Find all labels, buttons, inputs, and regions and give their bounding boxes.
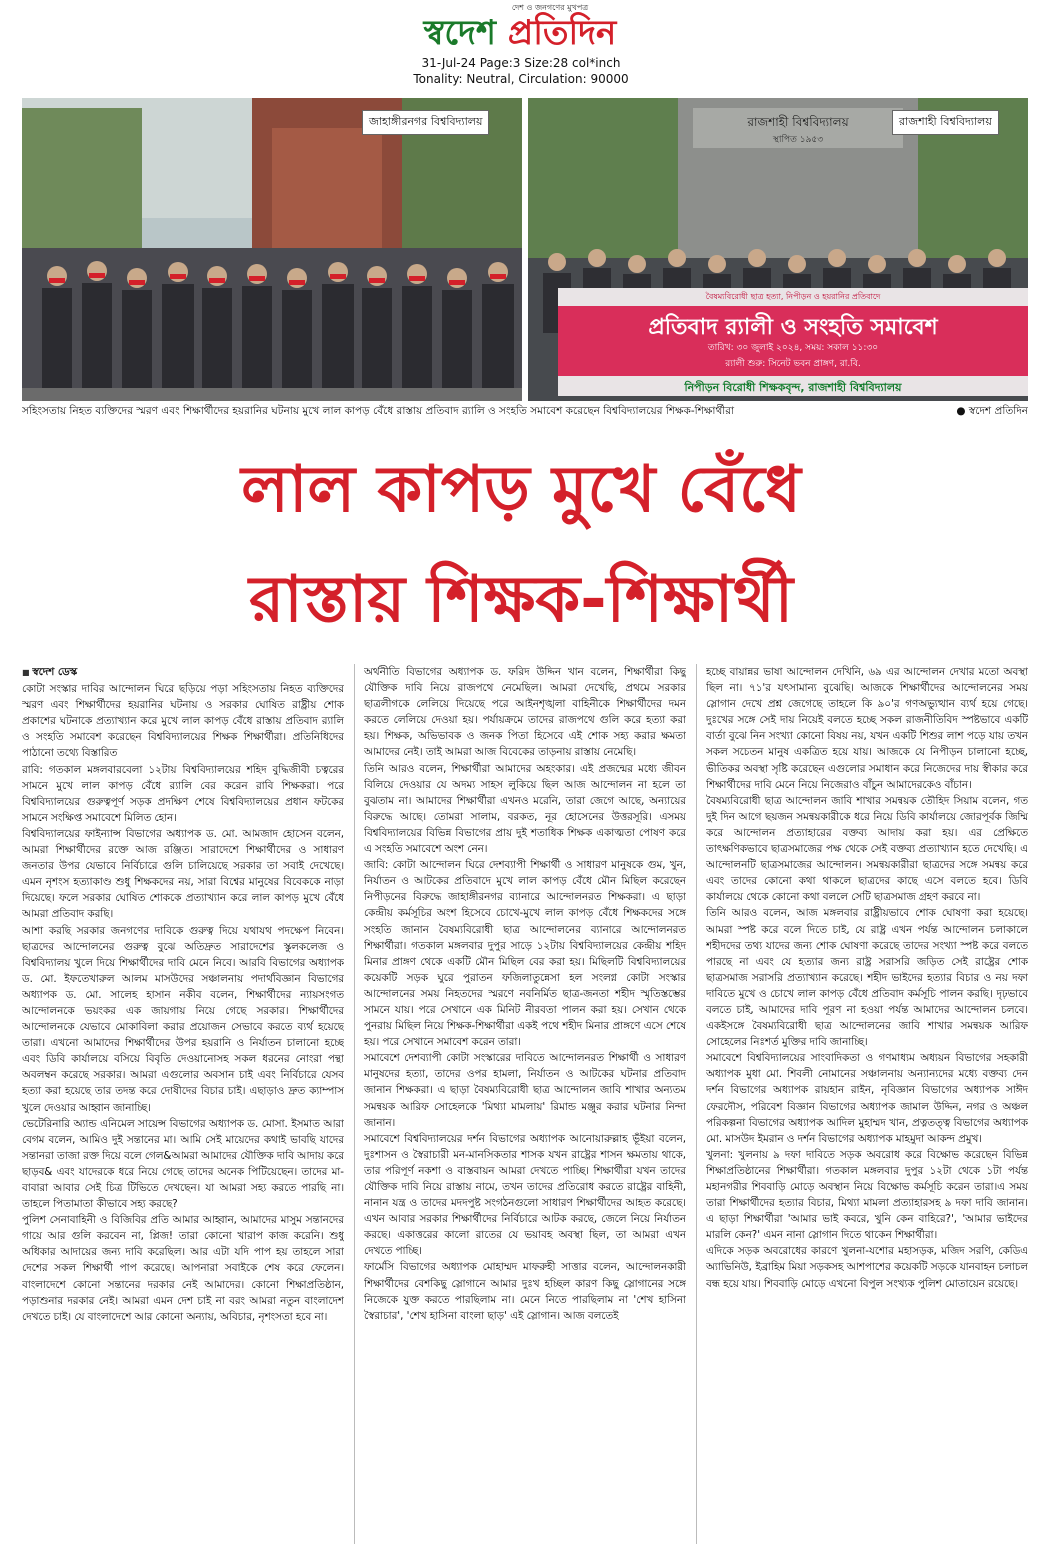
article-paragraph: তিনি আরও বলেন, আজ মঙ্গলবার রাষ্ট্রীয়ভাবে শোক ঘোষণা করা হয়েছে। আমরা স্পষ্ট করে বলে দিতে চাই, যে রাষ্ট্র এখন পর্যন্ত আন্দোলন চলাকালে শহীদদের তথ্য যাদের জন্য শোক ঘোষণা করেছে তাদের সংখ্যা স্পষ্ট করে বলতে পারছে না এবং যে হত্যার জন্য রাষ্ট্র সরাসরি জড়িত সেই রাষ্ট্রের শোক ছাত্রসমাজ সরাসরি প্রত্যাখ্যান করেছে। শহীদ ভাইদের হত্যার বিচার ও নয় দফা দাবিতে মুখে ও চোখে লাল কাপড় বেঁধে প্রতিবাদ কর্মসূচি পালন করছি। দৃঢ়ভাবে বলতে চাই, আমাদের দাবি পূরণ না হওয়া পর্যন্ত আমাদের আন্দোলন চলবে। একইসঙ্গে বৈষম্যবিরোধী ছাত্র আন্দোলনের জাবি শাখার সমন্বয়ক আরিফ সোহেলের নিঃশর্ত মুক্তির দাবি জানাচ্ছি।	[706, 907, 1028, 1049]
article-paragraph: বিশ্ববিদ্যালয়ের ফাইন্যান্স বিভাগের অধ্যাপক ড. মো. আমজাদ হোসেন বলেন, আমরা শিক্ষার্থীদের রক্তে আজ রঞ্জিত। সারাদেশে শিক্ষার্থীদের ও সাধারণ জনতার উপর যেভাবে নির্বিচারে গুলি চালিয়েছে সরকার তা সবাই দেখেছে। এমন নৃশংস হত্যাকাণ্ড শুধু শিক্ষকদের নয়, সারা বিশ্বের মানুষের বিবেককে নাড়া দিয়েছে। ফলে সরকার ঘোষিত শোককে প্রত্যাখ্যান করে লাল কাপড় মুখে বেঁধে আমরা প্রতিবাদ করছি।	[22, 827, 344, 921]
article-paragraph: পুলিশ সেনাবাহিনী ও বিজিবির প্রতি আমার আহ্বান, আমাদের মাসুম সন্তানদের গায়ে আর গুলি করবেন না, প্লিজ! তারা কোনো খারাপ কাজ করেনি। শুধু অধিকার আদায়ের জন্য দাবি করেছিল। আর এটা যদি পাপ হয় তাহলে সারা দেশের সকল শিক্ষার্থী পাপ করেছে। আপনারা সবাইকে শেষ করে ফেলেন। বাংলাদেশে কোনো সন্তানের দরকার নেই আমাদের। কোনো শিক্ষাপ্রতিষ্ঠান, পড়াশুনার দরকার নেই। আমরা এমন দেশ চাই না বরং আমরা নতুন বাংলাদেশ দেখতে চাই। যে বাংলাদেশে আর কোনো অন্যায়, অবিচার, নৃশংসতা হবে না।	[22, 1214, 344, 1323]
clip-meta-line-2: Tonality: Neutral, Circulation: 90000	[413, 72, 629, 86]
banner-footer: নিপীড়ন বিরোধী শিক্ষকবৃন্দ, রাজশাহী বিশ্ববিদ্যালয়	[684, 381, 902, 394]
logo-part-1: স্বদেশ	[423, 13, 496, 53]
article-column-1	[22, 664, 344, 1544]
byline: ■ স্বদেশ ডেস্ক	[22, 664, 344, 681]
article-paragraph: কোটা সংস্কার দাবির আন্দোলন ঘিরে ছড়িয়ে পড়া সহিংসতায় নিহত ব্যক্তিদের স্মরণ এবং শিক্ষার্থীদের হয়রানির ঘটনায় ও সরকার ঘোষিত রাষ্ট্রীয় শোক প্রকাশের ঘটনাকে প্রত্যাখ্যান করে মুখে লাল কাপড় বেঁধে রাস্তায় প্রতিবাদ র‍্যালি ও সংহতি সমাবেশ করেছেন বিশ্ববিদ্যালয়ের শিক্ষক শিক্ষার্থীরা। প্রতিনিধিদের পাঠানো তথ্যে বিস্তারিত	[22, 683, 344, 760]
column-divider	[354, 664, 355, 1544]
photo-rajshahi	[528, 98, 1028, 401]
article-paragraph: সমাবেশে বিশ্ববিদ্যালয়ের দর্শন বিভাগের অধ্যাপক আনোয়ারুল্লাহ ভূঁইয়া বলেন, দুঃশাসন ও স্বৈরাচারী মন-মানসিকতার শাসক যখন রাষ্ট্রের শাসন ক্ষমতায় থাকে, তার পরিপূর্ণ নকশা ও বাস্তবায়ন আমরা দেখতে পাচ্ছি। শিক্ষার্থীরা যখন তাদের যৌক্তিক দাবি নিয়ে রাস্তায় নামে, তখন তাদের প্রতিরোধ করতে রাষ্ট্রের বাহিনী, নানান যন্ত্র ও তাদের মদদপুষ্ট সংগঠনগুলো সাধারণ শিক্ষার্থীদের আহত করেছে। এখন আবার সরকার শিক্ষার্থীদের নির্বিচারে আটক করছে, জেলে নিয়ে নির্যাতন করছে। একাত্তরের কালো রাতের যে ভয়াবহ অবস্থা ছিল, তা আমরা এখন দেখতে পাচ্ছি।	[364, 1132, 686, 1258]
article-paragraph: রাবি: গতকাল মঙ্গলবারবেলা ১২টায় বিশ্ববিদ্যালয়ের শহিদ বুদ্ধিজীবী চত্বরের সামনে মুখে লাল কাপড় বেঁধে র‍্যালি বের করেন রাবি শিক্ষকরা। পরে বিশ্ববিদ্যালয়ের গুরুত্বপূর্ণ সড়ক প্রদক্ষিণ শেষে বিশ্ববিদ্যালয়ের প্রধান ফটকের সামনে সংক্ষিপ্ত সমাবেশে মিলিত হোন।	[22, 763, 344, 824]
headline-line-2: রাস্তায় শিক্ষক-শিক্ষার্থী	[248, 563, 794, 637]
banner-date: তারিখ: ৩০ জুলাই ২০২৪, সময়: সকাল ১১:৩০	[707, 343, 879, 353]
article-paragraph: ফার্মেসি বিভাগের অধ্যাপক মোহাম্মদ মাফরুহী সাত্তার বলেন, আন্দোলনকারী শিক্ষার্থীদের বেশকিছু স্লোগানে আমার দুঃখ হচ্ছিল কারণ কিছু স্লোগানের সঙ্গে নিজেকে যুক্ত করতে পারছিলাম না। মেনে নিতে পারছিলাম না 'শেখ হাসিনা স্বৈরাচার', 'শেখ হাসিনা বাংলা ছাড়' এই স্লোগান। আজ বলতেই	[364, 1261, 686, 1322]
article-paragraph: এদিকে সড়ক অবরোধের কারণে খুলনা-যশোর মহাসড়ক, মজিদ সরণি, কেডিএ অ্যাভিনিউ, ইব্রাহিম মিয়া সড়কসহ আশপাশের কয়েকটি সড়কে যানবাহন চলাচল বন্ধ হয়ে যায়। শিববাড়ি মোড়ে এখনো বিপুল সংখ্যক পুলিশ মোতায়েন রয়েছে।	[706, 1245, 1028, 1290]
article-paragraph: তিনি আরও বলেন, শিক্ষার্থীরা আমাদের অহংকার। এই প্রজন্মের মধ্যে জীবন বিলিয়ে দেওয়ার যে অদম্য সাহস লুকিয়ে ছিল আজ আন্দোলন না হলে তা বুঝতাম না। আমাদের শিক্ষার্থীরা এখনও মরেনি, তারা জেগে আছে, অন্যায়ের বিরুদ্ধে আছে। তোমরা সালাম, বরকত, নূর হোসেনের উত্তরসূরি। এসময় বিশ্ববিদ্যালয়ের বিভিন্ন বিভাগের প্রায় দুই শতাধিক শিক্ষক একাত্মতা পোষণ করে এ সংহতি সমাবেশে অংশ নেন।	[364, 762, 686, 856]
gate-year: স্থাপিত ১৯৫৩	[772, 135, 824, 145]
article-paragraph: খুলনা: খুলনায় ৯ দফা দাবিতে সড়ক অবরোধ করে বিক্ষোভ করেছেন বিভিন্ন শিক্ষাপ্রতিষ্ঠানের শিক্ষার্থীরা। গতকাল মঙ্গলবার দুপুর ১২টা থেকে ১টা পর্যন্ত মহানগরীর শিববাড়ি মোড়ে অবস্থান নিয়ে বিক্ষোভ কর্মসূচি করেন তারা।এ সময় তারা শিক্ষার্থীদের হত্যার বিচার, মিথ্যা মামলা প্রত্যাহারসহ ৯ দফা দাবি জানান। এ ছাড়া শিক্ষার্থীরা 'আমার ভাই কবরে, খুনি কেন বাহিরে?', 'আমার ভাইদের মারলি কেন?' এমন নানা স্লোগান দিতে থাকেন শিক্ষার্থীরা।	[706, 1148, 1028, 1242]
headline-line-1: লাল কাপড় মুখে বেঁধে	[241, 453, 801, 527]
photo-jahangirnagar	[22, 98, 522, 401]
caption-text: সহিংসতায় নিহত ব্যক্তিদের স্মরণ এবং শিক্ষার্থীদের হয়রানির ঘটনায় মুখে লাল কাপড় বেঁধে রাস্তায় প্রতিবাদ র‍্যালি ও সংহতি সমাবেশ করেছেন বিশ্ববিদ্যালয়ের শিক্ষক-শিক্ষার্থীরা	[22, 405, 735, 417]
column-divider	[696, 664, 697, 1544]
gate-sign: রাজশাহী বিশ্ববিদ্যালয়	[747, 115, 849, 129]
article-paragraph: সমাবেশে বিশ্ববিদ্যালয়ের সাংবাদিকতা ও গণমাধ্যম অধ্যয়ন বিভাগের সহকারী অধ্যাপক মুধা মো. শিবলী নোমানের সঞ্চালনায় অন্যান্যদের মধ্যে বক্তব্য দেন দর্শন বিভাগের অধ্যাপক রায়হান রাইন, নৃবিজ্ঞান বিভাগের অধ্যাপক সাঈদ ফেরদৌস, পরিবেশ বিজ্ঞান বিভাগের অধ্যাপক জামাল উদ্দিন, নগর ও অঞ্চল পরিকল্পনা বিভাগের অধ্যাপক আদিল মুহাম্মদ খান, প্রত্নতত্ত্ব বিভাগের অধ্যাপক মো. মাসউদ ইমরান ও দর্শন বিভাগের অধ্যাপক মাহমুদা আকন্দ প্রমুখ।	[706, 1052, 1028, 1145]
photo-caption	[22, 404, 1028, 420]
article-paragraph: সমাবেশে দেশব্যাপী কোটা সংস্কারের দাবিতে আন্দোলনরত শিক্ষার্থী ও সাধারণ মানুষদের হত্যা, তাদের ওপর হামলা, নির্যাতন ও আটকের ঘটনার প্রতিবাদ জানান শিক্ষকরা। এ ছাড়া বৈষম্যবিরোধী ছাত্র আন্দোলন জাবি শাখার অন্যতম সমন্বয়ক আরিফ সোহেলকে 'মিথ্যা মামলায়' রিমান্ড মঞ্জুর করার ঘটনার নিন্দা জানান।	[364, 1052, 686, 1129]
photo-credit: ● স্বদেশ প্রতিদিন	[950, 404, 1028, 420]
article-paragraph: অর্থনীতি বিভাগের অধ্যাপক ড. ফরিদ উদ্দিন খান বলেন, শিক্ষার্থীরা কিছু যৌক্তিক দাবি নিয়ে রাজপথে নেমেছিল। আমরা দেখেছি, প্রথমে সরকার ছাত্রলীগকে লেলিয়ে দিয়েছে পরে আইনশৃঙ্খলা বাহিনীকে শিক্ষার্থীদের দমন করতে লেলিয়ে দেওয়া হয়। পর্যায়ক্রমে তাদের রাজপথে গুলি করে হত্যা করা হয়। শিক্ষক, অভিভাবক ও জনক পিতা হিসেবে এই শোক সহ্য করার ক্ষমতা আমাদের নেই। তাই আমরা আজ বিবেকের তাড়নায় রাস্তায় নেমেছি।	[364, 666, 686, 759]
logo-part-2: প্রতিদিন	[507, 13, 617, 53]
article-paragraph: বৈষম্যবিরোধী ছাত্র আন্দোলন জাবি শাখার সমন্বয়ক তৌহিদ সিয়াম বলেন, গত দুই দিন আগে ছয়জন সমন্বয়কারীকে ধরে নিয়ে ডিবি কার্যালয়ে জোরপূর্বক জিম্মি করে আন্দোলন প্রত্যাহারের বক্তব্য আদায় করা হয়। এর প্রেক্ষিতে তাৎক্ষণিকভাবে ছাত্রসমাজের পক্ষ থেকে সেই বক্তব্য প্রত্যাখ্যান হতে দেখেছি। এ আন্দোলনটি ছাত্রসমাজের আন্দোলন। সমন্বয়কারীরা ছাত্রদের সঙ্গে সমন্বয় করে এবং তাদের কোনো কথা থাকলে ছাত্রদের কাছে এসে বলতে হবে। ডিবি কার্যালয়ে থেকে কোনো কথা বললে সেটি ছাত্রসমাজ গ্রহণ করবে না।	[706, 794, 1028, 904]
clip-meta-line-1: 31-Jul-24 Page:3 Size:28 col*inch	[421, 56, 621, 70]
photo-label-rajshahi: রাজশাহী বিশ্ববিদ্যালয়	[892, 110, 999, 135]
masthead	[0, 0, 1042, 95]
newspaper-logo	[360, 12, 680, 54]
article-column-2	[364, 664, 686, 1544]
banner-top-text: বৈষম্যবিরোধী ছাত্র হত্যা, নিপীড়ন ও হয়রানির প্রতিবাদে	[705, 292, 881, 301]
banner-venue: র‍্যালী শুরু: সিনেট ভবন প্রাঙ্গণ, রা.বি.	[725, 359, 861, 369]
article-paragraph: হচ্ছে বায়ান্নর ভাষা আন্দোলন দেখিনি, ৬৯ এর আন্দোলন দেখার মতো অবস্থা ছিল না। ৭১'র যৎসামান্য বুঝেছি। আজকে শিক্ষার্থীদের আন্দোলনের সময় স্লোগান দেখে প্রশ্ন জেগেছে তাহলে কি ৯০'র গণঅভ্যুত্থান ব্যর্থ হয়ে গেছে। দুঃখের সঙ্গে সেই দায় নিয়েই বলতে হচ্ছে সকল রাজনীতিবিদ স্পষ্টভাবে একটি বার্তা বুঝে নিন সংখ্যা কোনো বিষয় নয়, যখন একটি শিশুর লাশ পড়ে যায় তখন সকল সচেতন মানুষ একত্রিত হয়ে যায়। আজকে যে নিপীড়ন চালানো হচ্ছে, ভীতিকর অবস্থা সৃষ্টি করেছেন এগুলোর সমাধান করে নিজেদের দায় স্বীকার করে শিক্ষার্থীদের দাবি মেনে নিয়ে নিজেরাও বাঁচুন আমাদেরকেও বাঁচান।	[706, 666, 1028, 791]
article-column-3	[706, 664, 1028, 1544]
article-body	[22, 664, 1028, 1544]
article-paragraph: আশা করছি সরকার জনগণের দাবিকে গুরুত্ব দিয়ে যথাযথ পদক্ষেপ নিবেন। ছাত্রদের আন্দোলনের গুরুত্ব বুঝে অতিদ্রুত সারাদেশের স্কুলকলেজ ও বিশ্ববিদ্যালয় খুলে দিয়ে শিক্ষার্থীদের দাবি মেনে নিবে। আরবি বিভাগের অধ্যাপক ড. মো. ইফতেখারুল আলম মাসউদের সঞ্চালনায় পদার্থবিজ্ঞান বিভাগের অধ্যাপক ড. মো. সালেহ হাসান নকীব বলেন, শিক্ষার্থীদের ন্যায়সংগত আন্দোলনকে ভয়ংকর এক জায়গায় নিয়ে গেছে সরকার। শিক্ষার্থীদের আন্দোলনকে যেভাবে মোকাবিলা করার প্রয়োজন সেভাবে করতে ব্যর্থ হয়েছে তারা। এখনো আমাদের শিক্ষার্থীদের উপর হয়রানি ও নির্যাতন চালানো হচ্ছে এবং ডিবি কার্যালয়ে বসিয়ে বিবৃতি দেওয়ানোসহ সকল ধরনের নোংরা পন্থা অবলম্বন করেছে সরকার। আমরা এগুলোর অবসান চাই এবং নির্বিচারে যেসব হত্যা করা হয়েছে তার তদন্ত করে দোষীদের বিচার চাই। এছাড়াও দ্রুত ক্যাম্পাস খুলে দেওয়ার আহ্বান জানাচ্ছি।	[22, 924, 344, 1114]
photo-label-jahangirnagar: জাহাঙ্গীরনগর বিশ্ববিদ্যালয়	[362, 110, 489, 135]
banner-title: প্রতিবাদ র‍্যালী ও সংহতি সমাবেশ	[648, 315, 938, 340]
article-paragraph: ভেটেরিনারি অ্যান্ড এনিমেল সায়েন্স বিভাগের অধ্যাপক ড. মোসা. ইসমাত আরা বেগম বলেন, আমিও দুই সন্তানের মা। আমি সেই মায়েদের কথাই ভাবছি যাদের সন্তানরা তাজা রক্ত দিয়ে বলে গেল&আমরা আমাদের যৌক্তিক দাবি আদায় করে ছাড়ব& এবং যাদেরকে ধরে নিয়ে গেছে তাদের অনেক পিটিয়েছেন। তাদের মা-বাবারা আবার সেই চিত্র টিভিতে দেখছেন। যা আমরা সহ্য করতে পারছি না। তাহলে পিতামাতা কীভাবে সহ্য করছে?	[22, 1117, 344, 1211]
photo-strip	[22, 98, 1028, 401]
article-paragraph: জাবি: কোটা আন্দোলন ঘিরে দেশব্যাপী শিক্ষার্থী ও সাধারণ মানুষকে গুম, খুন, নির্যাতন ও আটকের প্রতিবাদে মুখে লাল কাপড় বেঁধে মৌন মিছিল করেছেন নিপীড়নের বিরুদ্ধে জাহাঙ্গীরনগর ব্যানারে আন্দোলনরত শিক্ষকরা। এ ছাড়া কেন্দ্রীয় কর্মসূচির অংশ হিসেবে চোখে-মুখে লাল কাপড় বেঁধে শিক্ষকদের সঙ্গে সংহতি জানান বৈষম্যবিরোধী ছাত্র আন্দোলনের ব্যানারে আন্দোলনরত শিক্ষার্থীরা। গতকাল মঙ্গলবার দুপুর সাড়ে ১২টায় বিশ্ববিদ্যালয়ের কেন্দ্রীয় শহিদ মিনার প্রাঙ্গণ থেকে একটি মৌন মিছিল বের করা হয়। মিছিলটি বিশ্ববিদ্যালয়ের কয়েকটি সড়ক ঘুরে পুরাতন ফজিলাতুন্নেসা হল সংলগ্ন কোটা সংস্কার আন্দোলনের সময় নিহতদের স্মরণে নবনির্মিত ছাত্র-জনতা শহীদ স্মৃতিস্তম্ভের সামনে যায়। পরে সেখানে এক মিনিট নীরবতা পালন করা হয়। সেখান থেকে পুনরায় মিছিল নিয়ে শিক্ষক-শিক্ষার্থীরা একই পথে শহীদ মিনার প্রাঙ্গণে এসে শেষে হয়। পরে সেখানে সমাবেশ করেন তারা।	[364, 859, 686, 1049]
masthead-tagline: দেশ ও জনগণের মুখপত্র	[511, 3, 589, 12]
